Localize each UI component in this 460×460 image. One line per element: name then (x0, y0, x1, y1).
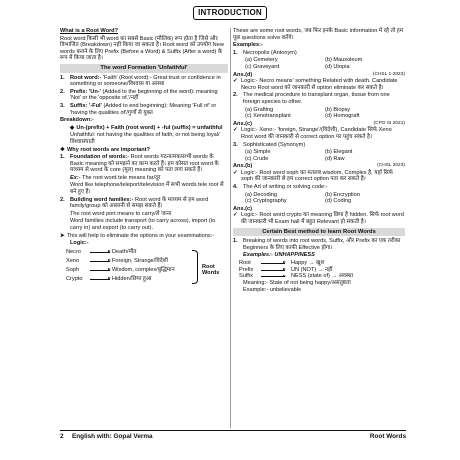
breakdown-meaning: Unfaithful: not having the qualities of faith, or not being loyal/विश्वासघाती (70, 132, 220, 145)
arrow-icon (261, 270, 285, 271)
logic-note: ✓ Logic:- Necro means' something Related with death. Candidate Necro Root word को जानकारी से option eliminate कर सकते है। (233, 78, 398, 91)
check-icon: ✓ (233, 78, 238, 85)
root-word-diagram (60, 248, 228, 284)
list-item: 1. Foundation of words:- Root words गठनात्मक/सभी words के Basic meaning को समझने का काम करते हैं। हम कोसत root word के माध्यम से word के core (मूल) meaning को पता लगा सकते हैं। (60, 154, 219, 174)
intro-paragraph: These are some root words, जब फिर इनके Basic information मे रहे तो हम पूछ questions solve करेंगे। (233, 28, 404, 41)
list-item: Suffix NESS (state of) → अवस्था (239, 273, 354, 280)
examples-heading: Examples:- UNHAPPINESS (243, 252, 315, 259)
example-line: Example:- unbelievable (243, 287, 302, 294)
brace-icon (192, 250, 198, 284)
eliminate-line: ➤ This will help to eliminate the options in your examinations:- (60, 232, 215, 239)
section-heading: What is a Root Word? (60, 28, 119, 34)
example-line: Ex:- The root word tele means far/दूर (70, 174, 161, 181)
example-line: The root word port means to carry/ले जाना (70, 210, 172, 217)
page-number: 2 (60, 433, 64, 440)
answer-line: Ans.(d) (CHSL 1-2023) (233, 71, 405, 78)
answer-line: Ans.(c) (CPO SI 2021) (233, 120, 405, 127)
footer-divider (60, 430, 406, 431)
list-item: 2. Building word families:- Root word के माध्यम से हम word family/group को आसानी से समझ सकते हैं। (60, 196, 209, 210)
list-item: Soph Wisdom, complex/बुद्धिमान (66, 267, 175, 274)
list-item: 1. Root word:- 'Faith' (Root word):- Great trust or confidence in something or someone/विश्वास या आस्था (60, 74, 221, 88)
section-bar: Certain Best method to learn Root Words (233, 228, 405, 237)
right-column (233, 28, 405, 295)
question: 4. The Art of writing or solving code:- (233, 184, 328, 191)
list-item: Crypto Hidden/छिपा हुआ (66, 276, 152, 283)
answer-line: Ans.(b) (CHSL 2023) (233, 163, 405, 170)
column-divider (230, 28, 231, 428)
answer-line: Ans.(c) (233, 205, 252, 212)
arrow-icon (90, 279, 110, 280)
examples-label: Examples:- (233, 42, 263, 49)
list-item: Necro Death/मौत (66, 249, 137, 256)
logic-label: Logic:- (70, 240, 89, 247)
breakdown-formula: ◆ Un-(prefix) + Faith (root word) + -ful (suffix) = unfaithful (70, 124, 223, 131)
options: (a) Decoding (b) Encryption (c) Cryptography (d) Coding (245, 191, 360, 205)
arrow-icon (90, 270, 110, 271)
list-item: Root Happy → खुश (239, 260, 325, 266)
logic-note: ✓ Logic:- Xeno:- 'foreign, Strange'/(विदेशी), Candidate सिर्फ Xeno Root word की जानकारी से correct option पर पहुंच सकते है। (233, 127, 392, 140)
question: 1. Necropolis (Antonym) (233, 49, 297, 56)
meaning-line: Meaning:- State of not being happy/असंतुष्टता (243, 279, 351, 286)
options: (a) Cemetery (b) Mausoleum (c) Graveyard (d) Utopia (245, 57, 363, 70)
arrow-icon (90, 252, 110, 253)
bullet-icon: ➤ (60, 232, 65, 239)
brace-label: Root Words (202, 263, 220, 277)
check-icon: ✓ (233, 212, 238, 219)
example-line: Word families include transport (to carry across), import (to carry in) and export (to carry out). (70, 218, 216, 232)
list-item: Prefix UN (NOT) → नहीं (239, 266, 333, 273)
page-footer (60, 433, 406, 440)
bullet-icon: ◆ (70, 124, 75, 131)
footer-section: Root Words (369, 433, 406, 440)
arrow-icon (261, 276, 285, 277)
breakdown-label: Breakdown:- (60, 117, 94, 124)
left-column (60, 28, 228, 284)
list-item: 3. Suffix: '-Ful' (Added to end beginning): Meaning 'Full of' or 'having the qualities of'/गुणों से युक्त (60, 102, 217, 116)
options: (a) Simple (b) Elegant (c) Crude (d) Raw (245, 149, 353, 162)
options: (a) Grafting (b) Biopsy (c) Xenotransplant (d) Homograft (245, 106, 360, 120)
bullet-icon: ❖ (60, 146, 66, 153)
example-line: Word like telephone/teleport/television में सभी words tele root से बने हुए हैं। (70, 182, 224, 196)
question: 2. The medical procedure to transplant organ, tissue from one foreign species to other. (233, 92, 390, 105)
intro-paragraph: Root word किसी भी word का सबसे Basic (मौलिक) रूप होता है जिसे और विभाजित (Breakdown) नहीं किया जा सकता है। Root word को उपयोग New words बनाने के लिए Prefix (Before a Word) & Suffix (After a word) के रूप में किया जाता है। (60, 35, 224, 62)
arrow-icon (261, 263, 285, 264)
list-item: Xeno Foreign, Strange/विदेशी (66, 258, 169, 265)
page-title: INTRODUCTION (193, 6, 267, 20)
check-icon: ✓ (233, 169, 238, 176)
check-icon: ✓ (233, 127, 238, 134)
logic-note: ✓ Logic:- Root word crypto का meaning छिपा है hidden. सिर्फ root word की जानकारी भी Exam hall में बहुत Relevant हो सकती है। (233, 212, 404, 226)
arrow-icon (90, 261, 110, 262)
list-item: 1. Breaking of words into root words, Suffix, और Prefix का एक तरीका Beginners के लिए काफी Effective होगा। (233, 238, 401, 251)
footer-author: English with: Gopal Verma (72, 433, 153, 440)
question: 3. Sophisticated (Synonym) (233, 141, 306, 148)
list-item: 2. Prefix: 'Un-' (Added to the beginning of the word): meaning 'Not' or the 'opposite of.'/नहीं (60, 88, 218, 102)
logic-note: ✓ Logic:- Root word soph का मतलब wisdom, Complex है, यहाँ सिर्फ soph की जानकारी से हम correct option पता कर सकते है। (233, 169, 393, 183)
section-bar: The word Formation 'Unfaithful' (60, 64, 228, 73)
why-question: ❖ Why root words are important? (60, 146, 150, 153)
